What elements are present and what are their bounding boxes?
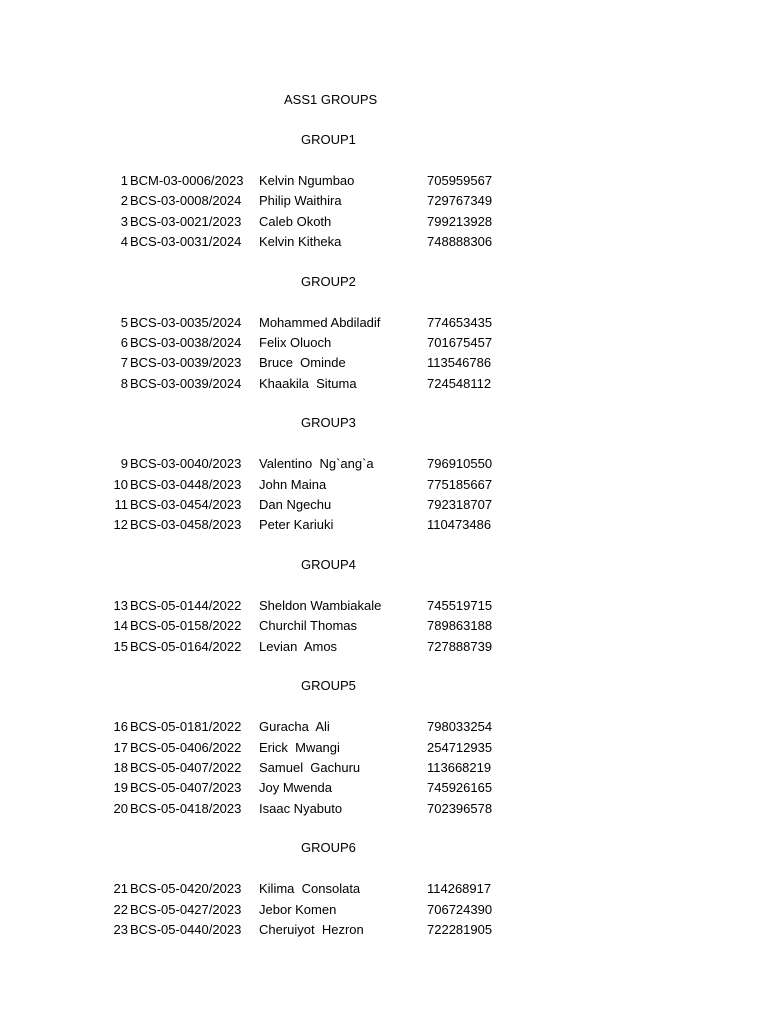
phone-number: 706724390 — [427, 901, 493, 917]
member-row — [0, 212, 768, 232]
phone-number: 702396578 — [427, 800, 493, 816]
registration-number: BCS-05-0407/2023 — [130, 780, 242, 796]
registration-number: BCS-03-0458/2023 — [130, 517, 242, 533]
member-row — [0, 879, 768, 899]
member-number: 23 — [113, 922, 128, 938]
group-block — [0, 556, 768, 657]
member-number: 1 — [120, 173, 128, 188]
registration-number: BCS-05-0420/2023 — [130, 881, 242, 897]
group-heading: GROUP1 — [301, 132, 356, 147]
phone-number: 110473486 — [427, 517, 492, 533]
registration-number: BCS-03-0021/2023 — [130, 213, 242, 229]
registration-number: BCS-05-0427/2023 — [130, 901, 242, 917]
member-number: 20 — [113, 800, 128, 816]
phone-number: 705959567 — [427, 173, 493, 188]
group-heading: GROUP3 — [301, 415, 356, 431]
member-row — [0, 191, 768, 211]
phone-number: 724548112 — [427, 375, 492, 391]
phone-number: 799213928 — [427, 213, 493, 229]
member-name: Isaac Nyabuto — [259, 800, 343, 816]
group-heading: GROUP4 — [301, 557, 356, 573]
registration-number: BCS-03-0040/2023 — [130, 456, 242, 472]
phone-number: 792318707 — [427, 496, 493, 512]
member-name: Kilima Consolata — [259, 881, 361, 897]
member-name: Erick Mwangi — [259, 739, 340, 755]
phone-number: 727888739 — [427, 638, 493, 654]
member-name: Joy Mwenda — [259, 780, 332, 796]
member-row — [0, 738, 768, 758]
member-name: Khaakila Situma — [259, 375, 357, 391]
registration-number: BCS-03-0454/2023 — [130, 496, 242, 512]
member-name: Dan Ngechu — [259, 496, 332, 512]
registration-number: BCS-05-0406/2022 — [130, 739, 242, 755]
member-name: Philip Waithira — [259, 193, 342, 209]
member-number: 21 — [113, 881, 128, 897]
member-number: 9 — [120, 456, 128, 472]
registration-number: BCS-03-0031/2024 — [130, 233, 242, 249]
member-number: 11 — [114, 496, 128, 512]
member-number: 7 — [120, 355, 128, 371]
member-name: Samuel Gachuru — [259, 760, 361, 776]
phone-number: 775185667 — [427, 476, 493, 492]
phone-number: 789863188 — [427, 618, 493, 634]
member-name: Valentino Ng`ang`a — [259, 456, 374, 472]
member-row — [0, 616, 768, 636]
member-row — [0, 374, 768, 394]
member-name: Bruce Ominde — [259, 355, 346, 371]
member-name: Mohammed Abdiladif — [259, 314, 381, 330]
member-row — [0, 799, 768, 819]
member-number: 22 — [113, 901, 128, 917]
groups-list — [0, 131, 768, 961]
registration-number: BCS-03-0038/2024 — [130, 334, 242, 350]
member-number: 13 — [113, 598, 128, 614]
registration-number: BCS-05-0407/2022 — [130, 760, 242, 776]
member-name: Levian Amos — [259, 638, 338, 654]
registration-number: BCS-05-0418/2023 — [130, 800, 242, 816]
member-name: Churchil Thomas — [259, 618, 358, 634]
phone-number: 114268917 — [427, 881, 492, 897]
group-heading: GROUP6 — [301, 840, 356, 856]
member-row — [0, 515, 768, 535]
member-row — [0, 353, 768, 373]
registration-number: BCS-03-0448/2023 — [130, 476, 242, 492]
member-number: 15 — [113, 638, 128, 654]
document-title: ASS1 GROUPS — [284, 92, 378, 107]
member-row — [0, 454, 768, 474]
registration-number: BCS-03-0008/2024 — [130, 193, 242, 209]
registration-number: BCS-05-0144/2022 — [130, 598, 242, 614]
phone-number: 774653435 — [427, 314, 493, 330]
registration-number: BCM-03-0006/2023 — [130, 173, 244, 188]
member-row — [0, 596, 768, 616]
member-number: 17 — [113, 739, 128, 755]
member-number: 10 — [113, 476, 128, 492]
member-number: 3 — [120, 213, 128, 229]
phone-number: 798033254 — [427, 719, 493, 735]
member-row — [0, 232, 768, 252]
phone-number: 701675457 — [427, 334, 493, 350]
member-name: John Maina — [259, 476, 327, 492]
member-row — [0, 313, 768, 333]
phone-number: 722281905 — [427, 922, 493, 938]
member-number: 18 — [113, 760, 128, 776]
group-block — [0, 131, 768, 252]
member-row — [0, 717, 768, 737]
registration-number: BCS-05-0164/2022 — [130, 638, 242, 654]
group-block — [0, 414, 768, 535]
phone-number: 113546786 — [427, 355, 492, 371]
group-block — [0, 677, 768, 818]
member-row — [0, 758, 768, 778]
member-name: Felix Oluoch — [259, 334, 332, 350]
member-row — [0, 637, 768, 657]
member-name: Kelvin Ngumbao — [259, 173, 355, 188]
member-row — [0, 495, 768, 515]
member-number: 14 — [113, 618, 128, 634]
member-number: 8 — [120, 375, 128, 391]
member-name: Kelvin Kitheka — [259, 233, 342, 249]
member-name: Guracha Ali — [259, 719, 330, 735]
member-row — [0, 171, 768, 191]
group-block — [0, 273, 768, 394]
member-name: Peter Kariuki — [259, 517, 334, 533]
phone-number: 729767349 — [427, 193, 493, 209]
member-number: 16 — [113, 719, 128, 735]
member-number: 5 — [120, 314, 128, 330]
phone-number: 745926165 — [427, 780, 493, 796]
member-row — [0, 778, 768, 798]
registration-number: BCS-05-0181/2022 — [130, 719, 242, 735]
member-row — [0, 900, 768, 920]
group-heading: GROUP5 — [301, 678, 356, 694]
registration-number: BCS-05-0440/2023 — [130, 922, 242, 938]
member-number: 6 — [120, 334, 128, 350]
group-block — [0, 839, 768, 940]
phone-number: 745519715 — [427, 598, 493, 614]
member-row — [0, 475, 768, 495]
member-number: 2 — [120, 193, 128, 209]
member-name: Jebor Komen — [259, 901, 337, 917]
member-row — [0, 333, 768, 353]
member-number: 12 — [113, 517, 128, 533]
registration-number: BCS-03-0039/2023 — [130, 355, 242, 371]
group-heading: GROUP2 — [301, 273, 356, 289]
registration-number: BCS-03-0039/2024 — [130, 375, 242, 391]
phone-number: 254712935 — [427, 739, 493, 755]
registration-number: BCS-03-0035/2024 — [130, 314, 242, 330]
member-number: 19 — [113, 780, 128, 796]
member-name: Sheldon Wambiakale — [259, 598, 382, 614]
member-name: Cheruiyot Hezron — [259, 922, 364, 938]
member-number: 4 — [120, 233, 128, 249]
registration-number: BCS-05-0158/2022 — [130, 618, 242, 634]
phone-number: 796910550 — [427, 456, 493, 472]
member-name: Caleb Okoth — [259, 213, 332, 229]
phone-number: 113668219 — [427, 760, 492, 776]
phone-number: 748888306 — [427, 233, 493, 249]
member-row — [0, 920, 768, 940]
